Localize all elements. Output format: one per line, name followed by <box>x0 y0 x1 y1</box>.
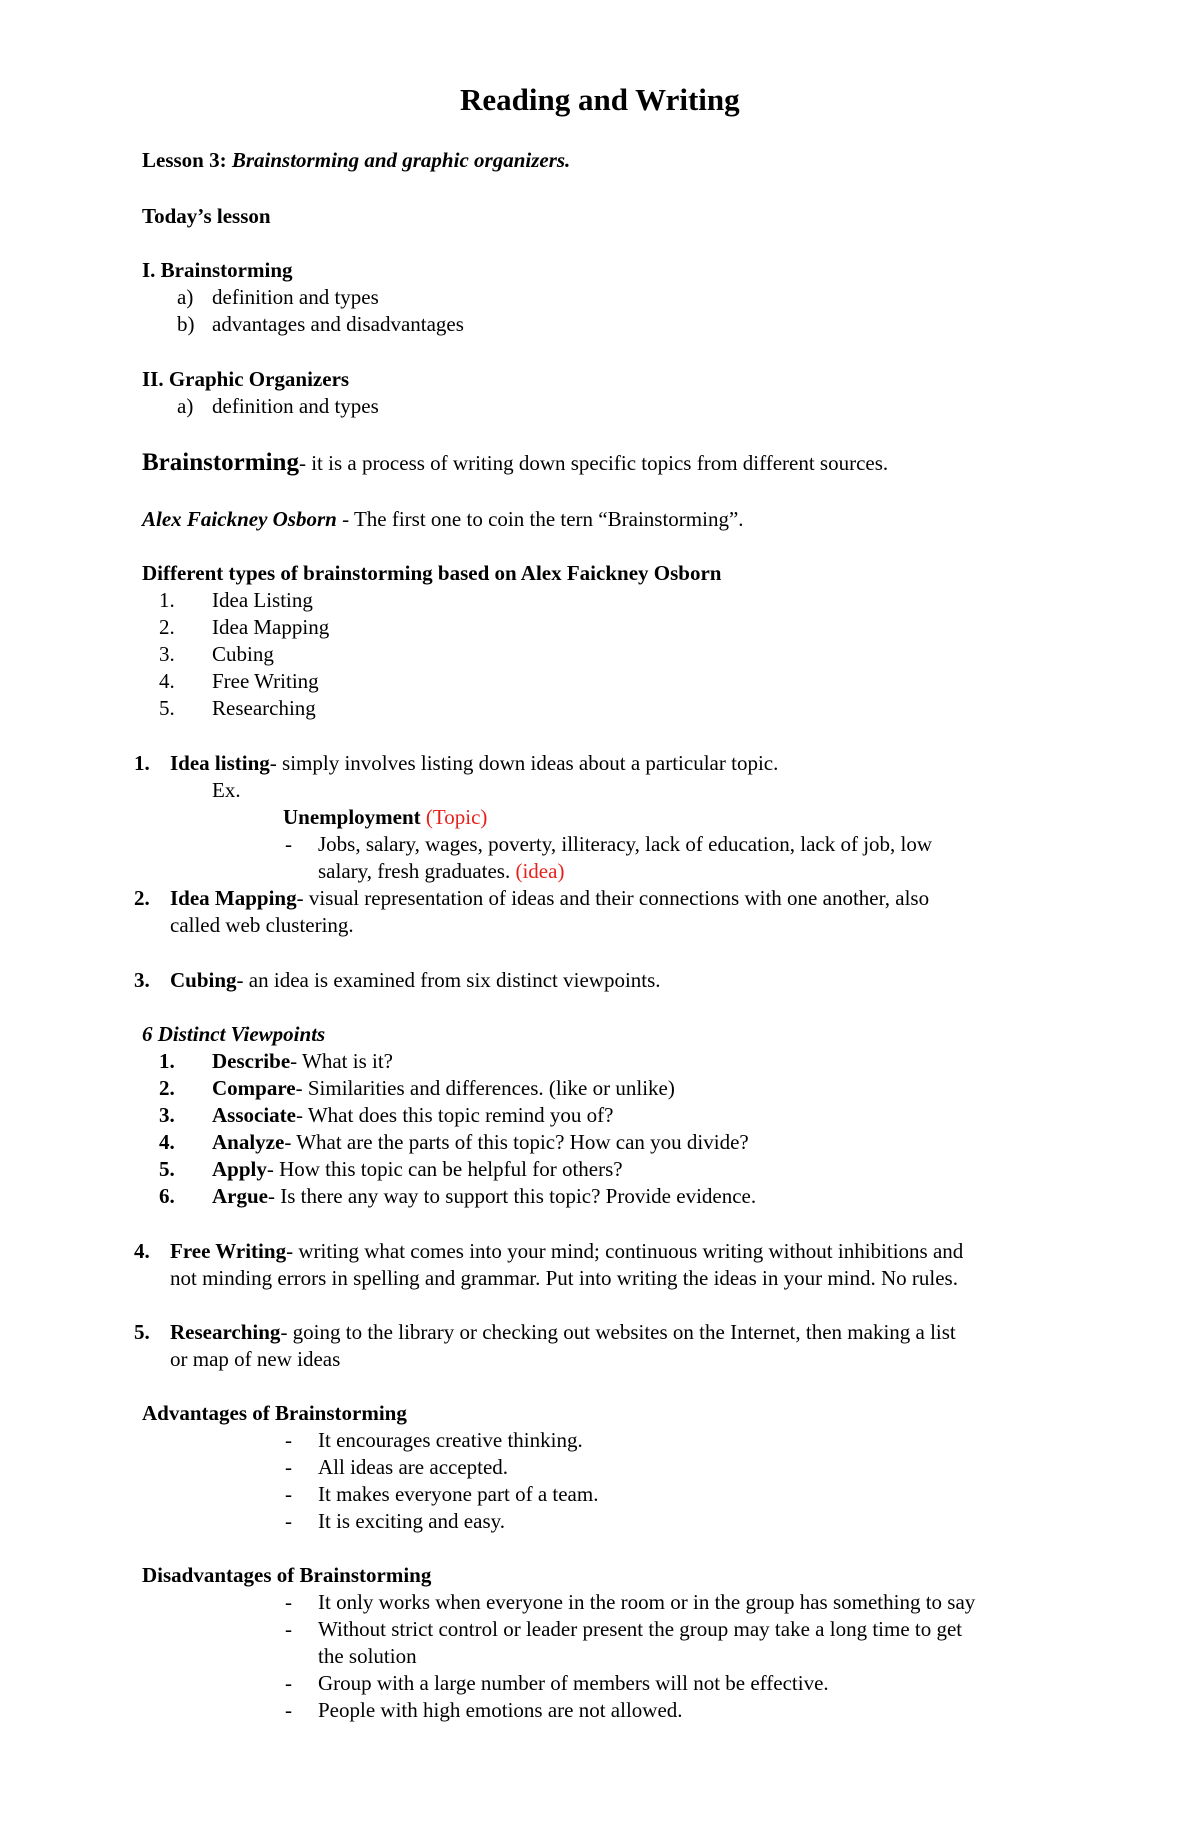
type-num: 3. <box>159 642 175 666</box>
lesson-label: Lesson 3: <box>142 148 227 172</box>
advantages-heading: Advantages of Brainstorming <box>142 1401 407 1425</box>
outline-1-item-a: definition and types <box>212 285 379 309</box>
idea-listing-line <box>170 750 778 777</box>
example-topic-line <box>283 804 487 831</box>
type-num: 4. <box>159 669 175 693</box>
idea-mapping-line-1 <box>170 885 929 912</box>
type-num: 5. <box>159 696 175 720</box>
dash: - <box>285 1617 292 1641</box>
outline-1-item-b: advantages and disadvantages <box>212 312 464 336</box>
viewpoint-item <box>212 1129 749 1156</box>
type-num: 2. <box>159 615 175 639</box>
idea-mapping-num: 2. <box>134 886 150 910</box>
disadvantage-item: the solution <box>318 1644 417 1668</box>
definition-text: - it is a process of writing down specific topics from different sources. <box>298 451 889 475</box>
cubing-term: Cubing <box>170 968 237 992</box>
viewpoint-num: 2. <box>159 1076 175 1100</box>
idea-listing-text: - simply involves listing down ideas about a particular topic. <box>269 751 779 775</box>
free-writing-line-1 <box>170 1238 963 1265</box>
viewpoints-heading: 6 Distinct Viewpoints <box>142 1022 326 1046</box>
free-writing-term: Free Writing <box>170 1239 287 1263</box>
idea-listing-term: Idea listing <box>170 751 270 775</box>
lesson-topic: Brainstorming and graphic organizers. <box>231 148 571 172</box>
researching-text: - going to the library or checking out websites on the Internet, then making a list <box>280 1320 956 1344</box>
viewpoint-item <box>212 1156 623 1183</box>
outline-1-marker-a: a) <box>177 285 194 309</box>
viewpoint-num: 6. <box>159 1184 175 1208</box>
example-topic: Unemployment <box>283 805 421 829</box>
topic-tag: (Topic) <box>425 805 488 829</box>
disadvantages-heading: Disadvantages of Brainstorming <box>142 1563 432 1587</box>
dash: - <box>285 1590 292 1614</box>
idea-mapping-text: - visual representation of ideas and their connections with one another, also <box>296 886 930 910</box>
idea-mapping-term: Idea Mapping <box>170 886 297 910</box>
lesson-line <box>142 147 570 174</box>
viewpoint-item <box>212 1102 613 1129</box>
researching-line-1 <box>170 1319 956 1346</box>
disadvantage-item: It only works when everyone in the room or in the group has something to say <box>318 1590 976 1614</box>
dash: - <box>285 1428 292 1452</box>
outline-heading-2: II. Graphic Organizers <box>142 367 350 391</box>
advantage-item: It makes everyone part of a team. <box>318 1482 599 1506</box>
researching-term: Researching <box>170 1320 281 1344</box>
outline-1-marker-b: b) <box>177 312 195 336</box>
type-item: Cubing <box>212 642 274 666</box>
dash: - <box>285 1482 292 1506</box>
viewpoint-term: Apply <box>212 1157 267 1181</box>
advantage-item: All ideas are accepted. <box>318 1455 509 1479</box>
viewpoint-num: 5. <box>159 1157 175 1181</box>
document-title: Reading and Writing <box>460 82 740 117</box>
idea-listing-num: 1. <box>134 751 150 775</box>
advantage-item: It is exciting and easy. <box>318 1509 506 1533</box>
dash: - <box>285 1671 292 1695</box>
viewpoint-text: - Is there any way to support this topic? Provide evidence. <box>268 1184 757 1208</box>
example-line-1: Jobs, salary, wages, poverty, illiteracy, lack of education, lack of job, low <box>318 832 933 856</box>
advantage-item: It encourages creative thinking. <box>318 1428 583 1452</box>
todays-lesson-heading: Today’s lesson <box>142 204 271 228</box>
dash: - <box>285 1698 292 1722</box>
type-item: Free Writing <box>212 669 319 693</box>
type-item: Idea Mapping <box>212 615 330 639</box>
viewpoint-term: Compare <box>212 1076 296 1100</box>
researching-line-2: or map of new ideas <box>170 1347 341 1371</box>
free-writing-num: 4. <box>134 1239 150 1263</box>
example-line-2 <box>318 858 564 885</box>
dash: - <box>285 1455 292 1479</box>
viewpoint-term: Associate <box>212 1103 296 1127</box>
viewpoint-num: 3. <box>159 1103 175 1127</box>
dash: - <box>285 1509 292 1533</box>
example-line-2-text: salary, fresh graduates. <box>318 859 511 883</box>
viewpoint-text: - How this topic can be helpful for others? <box>266 1157 623 1181</box>
idea-mapping-line-2: called web clustering. <box>170 913 354 937</box>
example-dash: - <box>285 832 292 856</box>
viewpoint-text: - Similarities and differences. (like or unlike) <box>295 1076 675 1100</box>
free-writing-line-2: not minding errors in spelling and grammar. Put into writing the ideas in your mind. No rules. <box>170 1266 958 1290</box>
cubing-text: - an idea is examined from six distinct viewpoints. <box>236 968 661 992</box>
disadvantage-item: Group with a large number of members will not be effective. <box>318 1671 829 1695</box>
researching-num: 5. <box>134 1320 150 1344</box>
viewpoint-term: Analyze <box>212 1130 285 1154</box>
coined-line <box>142 506 744 533</box>
type-item: Researching <box>212 696 316 720</box>
outline-heading-1: I. Brainstorming <box>142 258 293 282</box>
viewpoint-text: - What are the parts of this topic? How can you divide? <box>284 1130 749 1154</box>
viewpoint-term: Describe <box>212 1049 291 1073</box>
cubing-line <box>170 967 661 994</box>
idea-tag: (idea) <box>515 859 565 883</box>
viewpoint-text: - What is it? <box>290 1049 393 1073</box>
viewpoint-term: Argue <box>212 1184 268 1208</box>
viewpoint-item <box>212 1048 393 1075</box>
outline-2-marker-a: a) <box>177 394 194 418</box>
type-item: Idea Listing <box>212 588 313 612</box>
viewpoint-num: 4. <box>159 1130 175 1154</box>
example-label: Ex. <box>212 778 241 802</box>
outline-2-item-a: definition and types <box>212 394 379 418</box>
definition-term: Brainstorming <box>142 449 299 476</box>
osborn-name: Alex Faickney Osborn <box>142 507 337 531</box>
viewpoint-item <box>212 1075 675 1102</box>
brainstorming-definition <box>142 449 888 477</box>
free-writing-text: - writing what comes into your mind; continuous writing without inhibitions and <box>286 1239 964 1263</box>
type-num: 1. <box>159 588 175 612</box>
types-heading: Different types of brainstorming based on Alex Faickney Osborn <box>142 561 722 585</box>
cubing-num: 3. <box>134 968 150 992</box>
disadvantage-item: People with high emotions are not allowed. <box>318 1698 683 1722</box>
coined-text: - The first one to coin the tern “Brainstorming”. <box>336 507 744 531</box>
viewpoint-text: - What does this topic remind you of? <box>295 1103 614 1127</box>
viewpoint-item <box>212 1183 756 1210</box>
viewpoint-num: 1. <box>159 1049 175 1073</box>
disadvantage-item: Without strict control or leader present the group may take a long time to get <box>318 1617 963 1641</box>
